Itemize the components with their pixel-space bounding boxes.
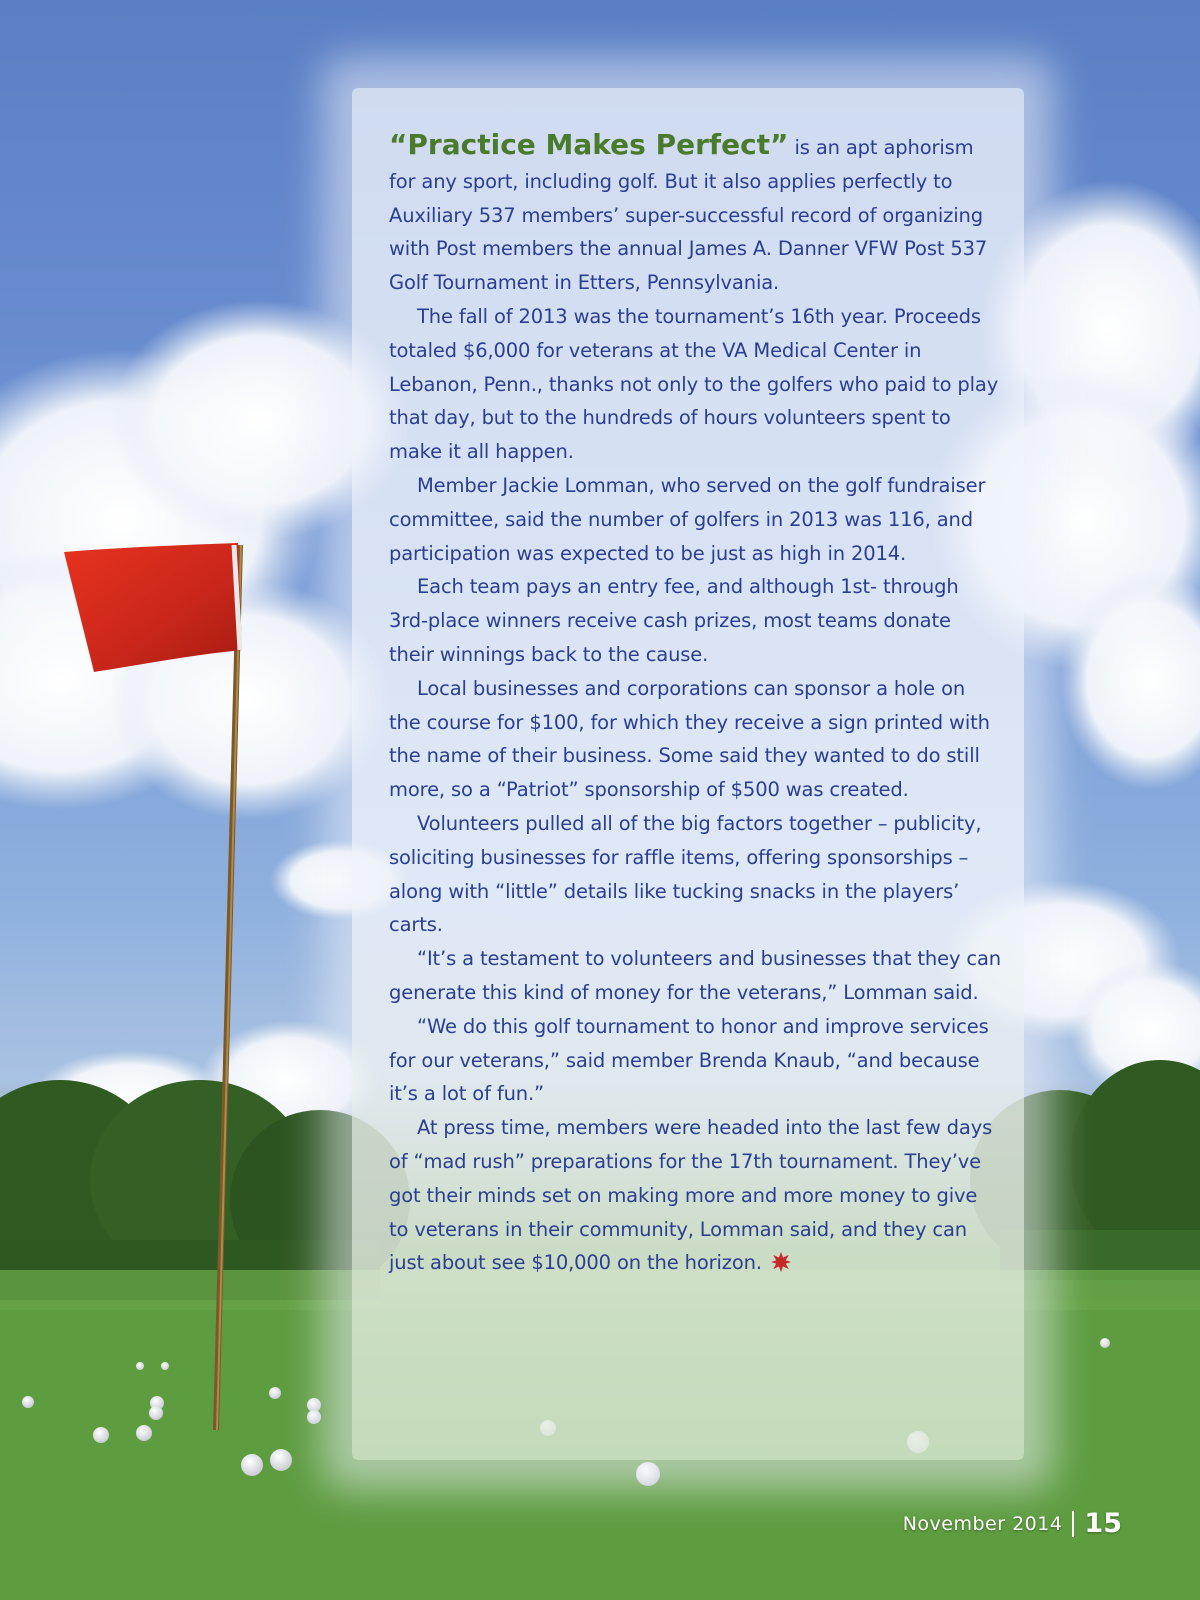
article-body [389,128,1001,1280]
page-number: 15 [1084,1508,1122,1539]
vfw-cross-icon [770,1251,792,1273]
article-paragraph: “Practice Makes Perfect” is an apt aphorism for any sport, including golf. But it also applies perfectly to Auxiliary 537 members’ super-successful record of organizing with Post members the annual James A. Danner VFW Post 537 Golf Tournament in Etters, Pennsylvania. [389,128,988,295]
article-paragraph: Member Jackie Lomman, who served on the golf fundraiser committee, said the number of golfers in 2013 was 116, and participation was expected to be just as high in 2014. [389,473,986,565]
page-footer [903,1508,1122,1539]
article-paragraph: Volunteers pulled all of the big factors together – publicity, soliciting businesses for raffle items, offering sponsorships – along with “little” details like tucking snacks in the players’ carts. [389,811,982,937]
footer-divider [1072,1511,1074,1537]
article-paragraph: Each team pays an entry fee, and although 1st- through 3rd-place winners receive cash prizes, most teams donate their winnings back to the cause. [389,575,959,666]
article-paragraph: The fall of 2013 was the tournament’s 16th year. Proceeds totaled $6,000 for veterans at the VA Medical Center in Lebanon, Penn., thanks not only to the golfers who paid to play that day, but to the hundreds of hours volunteers spent to make it all happen. [389,304,999,464]
article-kicker: “Practice Makes Perfect” [389,128,789,161]
article-paragraph: “It’s a testament to volunteers and businesses that they can generate this kind of money for the veterans,” Lomman said. [389,947,1001,1004]
article-paragraph: Local businesses and corporations can sponsor a hole on the course for $100, for which they receive a sign printed with the name of their business. Some said they wanted to do still more, so a “Patriot” sponsorship of $500 was created. [389,676,990,802]
article-paragraph: At press time, members were headed into the last few days of “mad rush” preparations for the 17th tournament. They’ve got their minds set on making more and more money to give to veterans in their community, Lomman said, and they can just about see $10,000 on the horizon. [389,1116,993,1275]
article-paragraph: “We do this golf tournament to honor and improve services for our veterans,” said member Brenda Knaub, “and because it’s a lot of fun.” [389,1014,989,1106]
red-flag [64,543,242,672]
issue-date: November 2014 [902,1512,1063,1535]
